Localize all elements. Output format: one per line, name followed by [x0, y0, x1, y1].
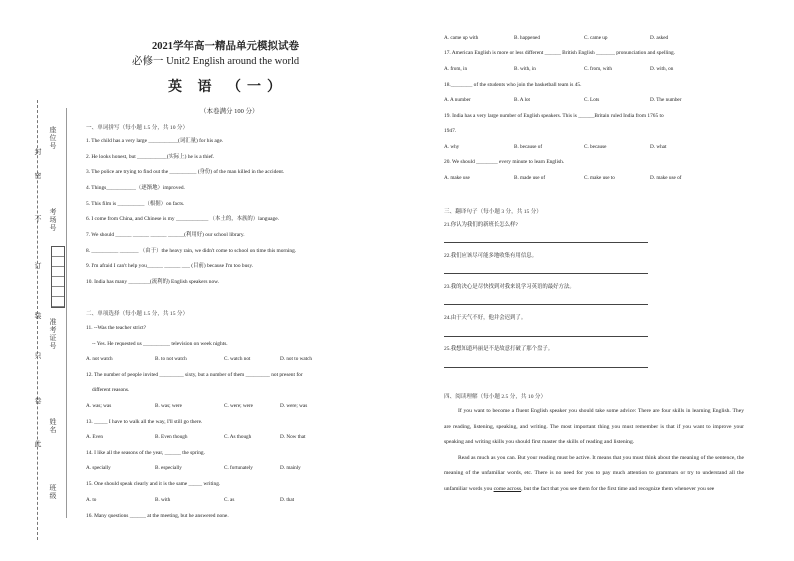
exam-subtitle: 必修一 Unit2 English around the world	[132, 56, 300, 67]
question-9: 9. I'm afraid I can't help you______ ______ ___ (目前) because I'm too busy.	[86, 263, 254, 269]
side-label-exam-id: 准考证号	[49, 318, 57, 350]
q13-option-c: C. As though	[224, 434, 252, 440]
translation-25: 25.我想知道玛丽是不是故意打破了那个盘子。	[444, 346, 554, 352]
q11-option-b: B. to not watch	[155, 356, 187, 362]
side-label-room: 考场号	[49, 208, 57, 232]
side-label-feng: 封	[34, 148, 42, 156]
question-5: 5. This film is __________（根据）on facts.	[86, 201, 185, 207]
underlined-phrase: come across	[493, 485, 522, 492]
question-19-stem2: 1947.	[444, 128, 457, 134]
question-12-stem2: different reasons.	[92, 387, 130, 393]
q15-option-b: B. with	[155, 497, 171, 503]
question-17-stem: 17. American English is more or less different ______ British English _______ pronunciation and spelling.	[444, 50, 676, 56]
question-20-stem: 20. We should ________ every minute to learn English.	[444, 159, 565, 165]
question-1: 1. The child has a very large ___________(词汇量) for his age.	[86, 138, 224, 144]
q16-option-c: C. came up	[584, 35, 608, 41]
side-label-ding: 订	[34, 262, 42, 270]
side-label-class: 班级	[49, 484, 57, 500]
q12-option-b: B. was; were	[155, 403, 182, 409]
q14-option-a: A. specially	[86, 465, 111, 471]
reading-passage	[444, 404, 744, 498]
question-8: 8. __________ _______ （由于）the heavy rain, we didn't come to school on time this morning.	[86, 248, 297, 254]
q15-option-a: A. to	[86, 497, 97, 503]
q15-option-c: C. as	[224, 497, 235, 503]
side-label-zhuang: 装	[34, 312, 42, 320]
q11-option-c: C. watch not	[224, 356, 251, 362]
question-13-stem: 13. _____ I have to walk all the way, I'll still go there.	[86, 419, 203, 425]
q19-option-b: B. because of	[514, 144, 543, 150]
q12-option-c: C. were; were	[224, 403, 253, 409]
q12-option-a: A. was; was	[86, 403, 112, 409]
q17-option-b: B. with, in	[514, 66, 536, 72]
q14-option-c: C. fortunately	[224, 465, 253, 471]
q17-option-d: D. with, on	[650, 66, 674, 72]
question-10: 10. India has many ________(流利的) English speakers now.	[86, 279, 220, 285]
score-note: （本卷满分 100 分）	[200, 108, 259, 115]
answer-line-22[interactable]	[444, 273, 648, 274]
answer-line-21[interactable]	[444, 242, 648, 243]
q18-option-a: A. A number	[444, 97, 471, 103]
side-label-zhi: 只	[34, 352, 42, 360]
side-label-name: 姓名	[49, 418, 57, 434]
q14-option-b: B. especially	[155, 465, 182, 471]
q16-option-d: D. asked	[650, 35, 669, 41]
translation-21: 21.你认为我们的新班长怎么样?	[444, 222, 518, 228]
question-19-stem: 19. India has a very large number of English speakers. This is ______Britain ruled India from 1765 to	[444, 113, 664, 119]
question-7: 7. We should ______ ______ ______ ______(利用好) our school library.	[86, 232, 245, 238]
q20-option-d: D. make use of	[650, 175, 682, 181]
q16-option-b: B. happened	[514, 35, 540, 41]
passage-p2-part-a: Read as much as you can. But your reading must be active. It means that you must think about the meaning of the sentence, the meaning of the unfamiliar words, etc. There is no need for you to pay much attention to grammars or try to understand all the unfamiliar words you	[444, 454, 744, 492]
q17-option-a: A. from, in	[444, 66, 468, 72]
section3-title: 三、翻译句子（每小题 3 分，共 15 分）	[444, 209, 542, 215]
exam-title: 2021学年高一精品单元模拟试卷	[152, 41, 299, 52]
side-label-mi: 密	[34, 172, 42, 180]
side-label-seat: 座位号	[49, 126, 57, 150]
exam-number-boxes	[51, 246, 65, 308]
subject-heading: 英 语 （一）	[168, 80, 287, 95]
question-11-stem2: -- Yes. He requested us __________ television on week nights.	[92, 341, 228, 347]
q19-option-c: C. because	[584, 144, 607, 150]
question-3: 3. The police are trying to find out the __________ (身份) of the man killed in the accident.	[86, 169, 285, 175]
q19-option-d: D. what	[650, 144, 667, 150]
question-4: 4. Things___________（逐渐地）improved.	[86, 185, 185, 191]
q19-option-a: A. why	[444, 144, 460, 150]
answer-line-25[interactable]	[444, 367, 648, 368]
q13-option-b: B. Even though	[155, 434, 188, 440]
q11-option-d: D. not to watch	[280, 356, 312, 362]
translation-24: 24.由于天气不好，他并会迟到了。	[444, 315, 527, 321]
question-15-stem: 15. One should speak clearly and it is the same _____ writing.	[86, 481, 221, 487]
q20-option-b: B. made use of	[514, 175, 546, 181]
q17-option-c: C. from, with	[584, 66, 612, 72]
binding-dashed-line	[37, 100, 38, 540]
q20-option-a: A. make use	[444, 175, 470, 181]
side-label-ci: 此	[34, 440, 42, 448]
q16-option-a: A. came up with	[444, 35, 479, 41]
q18-option-d: D. The number	[650, 97, 682, 103]
question-2: 2. He looks honest, but ___________(实际上) he is a thief.	[86, 154, 215, 160]
section2-title: 二、单项选择（每小题 1.5 分，共 15 分）	[86, 311, 189, 317]
q20-option-c: C. make use to	[584, 175, 615, 181]
side-label-bu: 不	[34, 215, 42, 223]
q14-option-d: D. mainly	[280, 465, 301, 471]
q15-option-d: D. that	[280, 497, 295, 503]
q18-option-c: C. Lots	[584, 97, 600, 103]
question-18-stem: 18.________ of the students who join the basketball team is 45.	[444, 82, 582, 88]
answer-line-24[interactable]	[444, 336, 648, 337]
question-11-stem: 11. --Was the teacher strict?	[86, 325, 146, 331]
q11-option-a: A. not watch	[86, 356, 113, 362]
q12-option-d: D. were; was	[280, 403, 308, 409]
q13-option-a: A. Even	[86, 434, 103, 440]
q18-option-b: B. A lot	[514, 97, 530, 103]
translation-23: 23.我的决心是尽快找到对我来说学习英语的最好方法。	[444, 284, 575, 290]
question-12-stem: 12. The number of people invited _________ sixty, but a number of them _________ not present for	[86, 372, 303, 378]
binding-solid-line	[66, 108, 67, 518]
passage-p2-part-b: , but the fact that you see them for the first time and recognize them whenever you see	[521, 485, 715, 492]
translation-22: 22.我们应该尽可能多地收集有用信息。	[444, 253, 537, 259]
section4-title: 四、阅读理解（每小题 2.5 分，共 10 分）	[444, 394, 547, 400]
side-label-juan: 卷	[34, 397, 42, 405]
question-16-stem: 16. Many questions ______ at the meeting, but he answered none.	[86, 513, 229, 519]
answer-line-23[interactable]	[444, 304, 648, 305]
section1-title: 一、单词拼写（每小题 1.5 分，共 10 分）	[86, 125, 189, 131]
question-6: 6. I come from China, and Chinese is my ____________ （本土的，本族的）language.	[86, 216, 279, 222]
q13-option-d: D. Now that	[280, 434, 306, 440]
passage-paragraph-1: If you want to become a fluent English speaker you should take some advice: There are four skills in learning English. They are reading, listening, speaking, and writing. The most important thing you must remember is that if you want to improve your speaking and writing skills you should first master the skills of reading and listening.	[444, 408, 744, 446]
question-14-stem: 14. I like all the seasons of the year, ______ the spring.	[86, 450, 205, 456]
passage-paragraph-2	[444, 451, 744, 498]
